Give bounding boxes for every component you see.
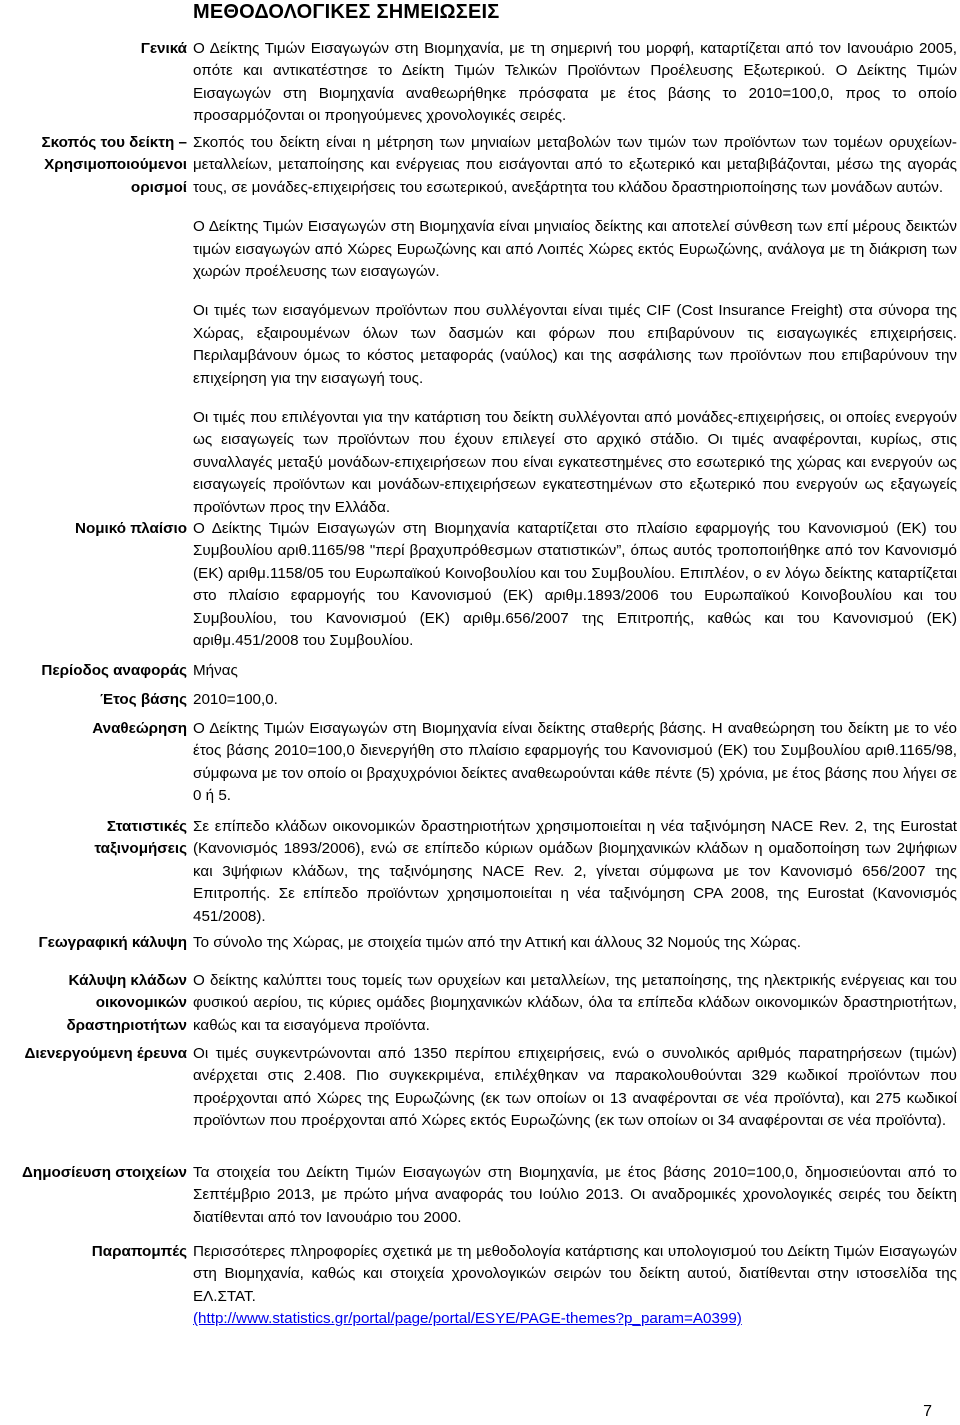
paragraph: Ο Δείκτης Τιμών Εισαγωγών στη Βιομηχανία είναι δείκτης σταθερής βάσης. Η αναθεώρηση του δείκτη με το νέο έτος βάσης 2010=100,0 διενεργήθη στο πλαίσιο εφαρμογής του Κανονισμού (ΕΚ) του Συμβουλίου αριθ.1165/98, σύμφωνα με τον οποίο οι βραχυχρόνιοι δείκτες αναθεωρούνται κάθε πέντε (5) χρόνια, με έτος βάσης που λήγει σε 0 ή 5. <box>193 720 957 805</box>
reference-link-line <box>193 1308 957 1330</box>
paragraph: Ο Δείκτης Τιμών Εισαγωγών στη Βιομηχανία, με τη σημερινή του μορφή, καταρτίζεται από τον Ιανουάριο 2005, οπότε και αντικατέστησε το Δείκτη Τιμών Τελικών Προϊόντων Προέλευσης Εξωτερικού. Ο Δείκτης Τιμών Εισαγωγών στη Βιομηχανία αναθεωρήθηκε πρόσφατα με έτος βάσης το 2010=100,0, προς το οποίο προσαρμόζονται οι προηγούμενες χρονολογικές σειρές. <box>193 40 957 125</box>
paragraph: Ο Δείκτης Τιμών Εισαγωγών στη Βιομηχανία είναι μηνιαίος δείκτης και αποτελεί σύνθεση των επί μέρους δεικτών τιμών εισαγωγών από Χώρες Ευρωζώνης και από Λοιπές Χώρες εκτός Ευρωζώνης, ανάλογα με τη διάκριση των χωρών προέλευσης των εισαγωγών. <box>193 218 957 281</box>
section-label <box>0 1241 187 1263</box>
section-label-line: Αναθεώρηση <box>92 720 187 737</box>
section-label-line: Έτος βάσης <box>100 691 187 708</box>
section-label <box>0 660 187 682</box>
section-body <box>193 816 957 928</box>
section-label-line: ορισμοί <box>130 178 187 196</box>
section-label <box>0 970 187 1037</box>
paragraph: Σκοπός του δείκτη είναι η μέτρηση των μηνιαίων μεταβολών των τιμών των προϊόντων των τομέων ορυχείων-μεταλλείων, μεταποίησης και ενέργειας που εισάγονται από το εξωτερικό και μεταβιβάζονται, μέσω της αγοράς τους, σε μονάδες-επιχειρήσεις του εσωτερικού, ανεξάρτητα του κλάδου δραστηριοποίησης των μονάδων αυτών. <box>193 134 957 196</box>
section-label <box>0 1043 187 1065</box>
section-label-line: Περίοδος αναφοράς <box>41 662 187 679</box>
section-label-line: Χρησιμοποιούμενοι <box>44 156 187 174</box>
section-label-line: Παραπομπές <box>91 1243 187 1260</box>
section-label-line: Δημοσίευση στοιχείων <box>22 1164 187 1181</box>
section-label <box>0 816 187 861</box>
section-body <box>193 132 957 519</box>
section-label-line: Γενικά <box>140 40 187 57</box>
section-label-line: ταξινομήσεις <box>94 840 187 858</box>
section-label-line: Νομικό πλαίσιο <box>75 520 187 537</box>
section-body <box>193 970 957 1037</box>
section-body <box>193 1162 957 1229</box>
section-body <box>193 1241 957 1331</box>
page-title: ΜΕΘΟΔΟΛΟΓΙΚΕΣ ΣΗΜΕΙΩΣΕΙΣ <box>193 1 500 23</box>
section-body <box>193 932 957 954</box>
section-body <box>193 718 957 808</box>
section-body <box>193 518 957 652</box>
section-label <box>0 932 187 954</box>
section-body <box>193 660 957 682</box>
section-label <box>0 689 187 711</box>
paragraph: Περισσότερες πληροφορίες σχετικά με τη μεθοδολογία κατάρτισης και υπολογισμού του Δείκτη Τιμών Εισαγωγών στη Βιομηχανία, καθώς και στοιχεία χρονολογικών σειρών του δείκτη αυτού, διατίθενται στην ιστοσελίδα της ΕΛ.ΣΤΑΤ. <box>193 1243 957 1305</box>
section-label <box>0 1162 187 1184</box>
section-label <box>0 132 187 199</box>
paragraph: Τα στοιχεία του Δείκτη Τιμών Εισαγωγών στη Βιομηχανία, με έτος βάσης 2010=100,0, δημοσιεύονται από το Σεπτέμβριο 2013, με πρώτο μήνα αναφοράς του Ιούλιο 2013. Οι αναδρομικές χρονολογικές σειρές του δείκτη διατίθενται από τον Ιανουάριο του 2000. <box>193 1164 957 1226</box>
paragraph: Ο δείκτης καλύπτει τους τομείς των ορυχείων και μεταλλείων, της μεταποίησης, της ηλεκτρικής ενέργειας και του φυσικού αερίου, τις κύριες ομάδες βιομηχανικών κλάδων, όλα τα επίπεδα κλάδων οικονομικών δραστηριοτήτων, καθώς και τα εισαγόμενα προϊόντα. <box>193 972 957 1034</box>
section-label-line: Κάλυψη κλάδων <box>68 972 187 989</box>
paragraph: Οι τιμές συγκεντρώνονται από 1350 περίπου επιχειρήσεις, ενώ ο συνολικός αριθμός παρατηρήσεων (τιμών) ανέρχεται στις 2.408. Πιο συγκεκριμένα, επιλέχθηκαν να παρακολουθούνται 329 κωδικοί προϊόντων που προέρχονται από Χώρες της Ευρωζώνης (εκ των οποίων οι 13 αναφέρονται σε νέα προϊόντα), και 275 κωδικοί προϊόντων που προέρχονται από Χώρες εκτός Ευρωζώνης (εκ των οποίων οι 34 αναφέρονται σε νέα προϊόντα). <box>193 1045 957 1130</box>
section-label-line: Σκοπός του δείκτη – <box>41 134 187 151</box>
section-body <box>193 1043 957 1133</box>
section-body <box>193 38 957 128</box>
paragraph: Οι τιμές που επιλέγονται για την κατάρτιση του δείκτη συλλέγονται από μονάδες-επιχειρήσεις, οι οποίες ενεργούν ως εισαγωγείς των προϊόντων που έχουν επιλεγεί στο αρχικό στάδιο. Οι τιμές αναφέρονται, κυρίως, στις συναλλαγές μεταξύ μονάδων-επιχειρήσεων που είναι εγκατεστημένες στο εσωτερικό της χώρας και ενεργούν ως εισαγωγείς προϊόντων και μονάδων-επιχειρήσεων εγκατεστημένων στο εξωτερικό που ενεργούν ως εξαγωγείς προϊόντων προς την Ελλάδα. <box>193 409 957 516</box>
paragraph: Μήνας <box>193 662 238 679</box>
section-label-line: δραστηριοτήτων <box>66 1016 187 1034</box>
section-label-line: Γεωγραφική κάλυψη <box>38 934 187 951</box>
paragraph: 2010=100,0. <box>193 691 278 708</box>
section-label-line: Διενεργούμενη έρευνα <box>24 1045 187 1062</box>
paragraph: Σε επίπεδο κλάδων οικονομικών δραστηριοτήτων χρησιμοποιείται η νέα ταξινόμηση NACE Rev. 2, της Eurostat (Κανονισμός 1893/2006), ενώ σε επίπεδο κύριων ομάδων βιομηχανικών κλάδων η ομαδοποίηση των 2ψήφιων και 3ψήφιων κλάδων, της ταξινόμησης NACE Rev. 2, γίνεται σύμφωνα με τον Κανονισμό 656/2007 της Επιτροπής. Σε επίπεδο προϊόντων χρησιμοποιείται η νέα ταξινόμηση CPA 2008, της Eurostat (Κανονισμός 451/2008). <box>193 818 957 925</box>
paragraph: Το σύνολο της Χώρας, με στοιχεία τιμών από την Αττική και άλλους 32 Νομούς της Χώρας. <box>193 934 801 951</box>
section-body <box>193 689 957 711</box>
section-label <box>0 518 187 540</box>
section-label <box>0 718 187 740</box>
paragraph: Ο Δείκτης Τιμών Εισαγωγών στη Βιομηχανία καταρτίζεται στο πλαίσιο εφαρμογής του Κανονισμού (ΕΚ) του Συμβουλίου αριθ.1165/98 "περί βραχυπρόθεσμων στατιστικών”, όπως αυτός τροποποιήθηκε από τον Κανονισμό (ΕΚ) αριθμ.1158/05 του Ευρωπαϊκού Κοινοβουλίου και του Συμβουλίου. Επιπλέον, ο εν λόγω δείκτης καταρτίζεται στο πλαίσιο εφαρμογής του Κανονισμού (ΕΚ) αριθμ.1893/2006 του Ευρωπαϊκού Κοινοβουλίου και του Συμβουλίου, του Κανονισμού (ΕΚ) αριθμ.656/2007 της Επιτροπής, καθώς και του Κανονισμού (ΕΚ) αριθμ.451/2008 του Συμβουλίου. <box>193 520 957 650</box>
page-number: 7 <box>923 1403 932 1420</box>
paragraph: Οι τιμές των εισαγόμενων προϊόντων που συλλέγονται είναι τιμές CIF (Cost Insurance Freight) στα σύνορα της Χώρας, εξαιρουμένων όλων των δασμών και φόρων που επιβαρύνουν τις εισαγωγικές επιχειρήσεις. Περιλαμβάνουν όμως το κόστος μεταφοράς (ναύλος) και της ασφάλισης των προϊόντων που επιβαρύνουν την επιχείρηση για την εισαγωγή τους. <box>193 302 957 387</box>
section-label-line: Στατιστικές <box>106 818 187 835</box>
section-label <box>0 38 187 60</box>
section-label-line: οικονομικών <box>95 994 187 1012</box>
statistics-link[interactable]: (http://www.statistics.gr/portal/page/portal/ESYE/PAGE-themes?p_param=A0399) <box>193 1310 742 1328</box>
